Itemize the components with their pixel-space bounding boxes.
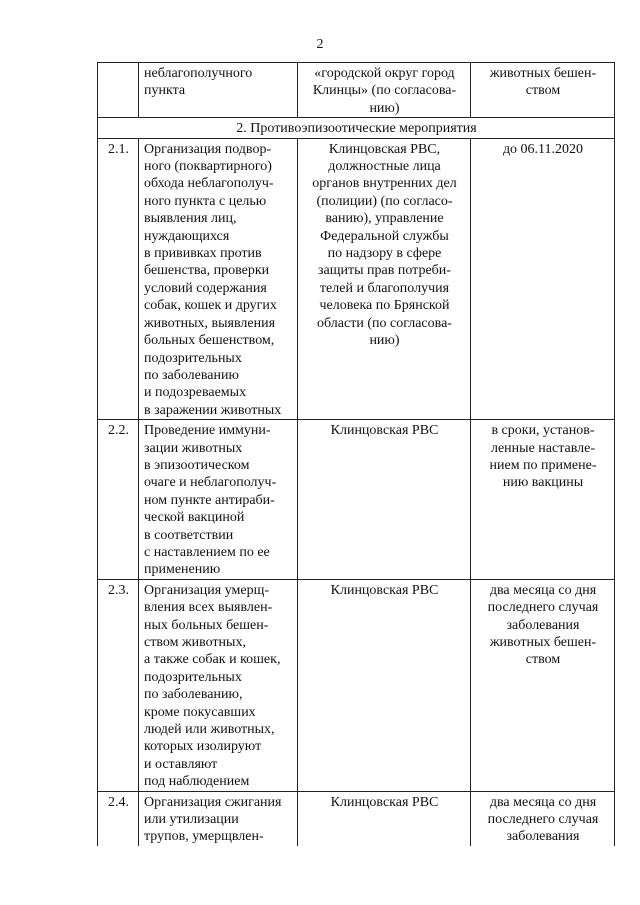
- cell-line: и оставляют: [144, 756, 218, 772]
- cell-line: ном пункте антираби-: [144, 492, 275, 508]
- cell-line: Проведение иммуни-: [144, 423, 271, 439]
- cell-executor: [298, 63, 471, 118]
- table-row: [98, 138, 615, 420]
- section-title: 2. Противоэпизоотические мероприятия: [98, 118, 615, 138]
- cell-executor: [298, 138, 471, 420]
- cell-term: [471, 420, 615, 580]
- cell-line: органов внутренних дел: [312, 176, 457, 192]
- cell-line: по надзору в сфере: [327, 246, 442, 262]
- cell-line: ванию), управление: [325, 211, 444, 227]
- section-header-row: [98, 118, 615, 138]
- cell-line: ческой вакциной: [144, 510, 245, 526]
- cell-line: Клинцовская РВС: [330, 794, 439, 810]
- cell-line: защиты прав потреби-: [318, 263, 451, 279]
- cell-number: 2.2.: [98, 420, 139, 580]
- cell-line: неблагополучного: [144, 66, 253, 81]
- cell-line: в заражении животных: [144, 402, 282, 418]
- cell-number: [98, 63, 139, 118]
- cell-line: кроме покусавших: [144, 704, 256, 720]
- table-row: [98, 579, 615, 791]
- cell-line: животных бешен-: [489, 635, 597, 650]
- cell-term: [471, 138, 615, 420]
- cell-line: два месяца со дня: [489, 582, 597, 598]
- cell-action: [139, 579, 298, 791]
- cell-line: подозрительных: [144, 669, 242, 685]
- cell-line: людей или животных,: [144, 722, 275, 738]
- cell-term: [471, 579, 615, 791]
- page-number: 2: [316, 37, 324, 52]
- cell-line: трупов, умерщвлен-: [144, 829, 264, 845]
- cell-line: подозрительных: [144, 350, 242, 366]
- cell-line: применению: [144, 562, 221, 578]
- cell-term: [471, 63, 615, 118]
- cell-line: и подозреваемых: [144, 385, 247, 401]
- cell-line: пункта: [144, 83, 186, 99]
- table-row-continued: [98, 63, 615, 118]
- cell-line: выявления лиц,: [144, 211, 237, 227]
- cell-line: последнего случая: [487, 600, 599, 616]
- cell-line: Клинцовская РВС,: [328, 141, 441, 157]
- cell-line: нуждающихся: [144, 228, 230, 244]
- cell-line: в прививках против: [144, 246, 262, 262]
- cell-line: «городской округ город: [314, 66, 455, 81]
- cell-line: нием по примене-: [489, 457, 597, 473]
- cell-line: заболевания: [506, 829, 580, 845]
- cell-line: (полиции) (по согласо-: [316, 193, 453, 209]
- cell-line: области (по согласова-: [317, 315, 452, 331]
- cell-line: обхода неблагополуч-: [144, 176, 274, 192]
- cell-line: Организация умерщ-: [144, 582, 270, 598]
- cell-line: заболевания: [506, 617, 580, 633]
- cell-line: бешенства, проверки: [144, 263, 270, 279]
- cell-line: Федеральной службы: [320, 228, 449, 244]
- cell-line: Организация сжигания: [144, 794, 282, 810]
- cell-line: условий содержания: [144, 280, 267, 296]
- cell-line: ством: [525, 652, 561, 668]
- cell-line: или утилизации: [144, 812, 239, 828]
- cell-number: 2.1.: [98, 138, 139, 420]
- table-row: [98, 420, 615, 580]
- cell-line: с наставлением по ее: [144, 544, 270, 560]
- cell-line: Клинцовская РВС: [330, 423, 439, 439]
- cell-line: зации животных: [144, 440, 243, 456]
- cell-executor: [298, 579, 471, 791]
- cell-line: больных бешенством,: [144, 333, 275, 349]
- cell-line: в сроки, установ-: [491, 423, 595, 439]
- cell-line: вления всех выявлен-: [144, 600, 273, 616]
- cell-action: [139, 791, 298, 846]
- table-row: [98, 791, 615, 846]
- cell-line: а также собак и кошек,: [144, 652, 281, 668]
- cell-line: должностные лица: [328, 159, 441, 175]
- cell-line: ного (поквартирного): [144, 159, 272, 175]
- cell-line: которых изолируют: [144, 739, 262, 755]
- cell-executor: [298, 791, 471, 846]
- cell-line: нию): [369, 333, 400, 349]
- cell-line: ных больных бешен-: [144, 617, 269, 633]
- cell-line: по заболеванию: [144, 367, 239, 383]
- cell-line: в эпизоотическом: [144, 457, 250, 473]
- cell-number: 2.3.: [98, 579, 139, 791]
- cell-action: [139, 63, 298, 118]
- cell-action: [139, 420, 298, 580]
- cell-line: Клинцовская РВС: [330, 582, 439, 598]
- cell-number: 2.4.: [98, 791, 139, 846]
- cell-line: животных, выявления: [144, 315, 276, 331]
- cell-term: [471, 791, 615, 846]
- cell-line: в соответствии: [144, 527, 234, 543]
- cell-line: животных бешен-: [489, 66, 597, 81]
- cell-line: два месяца со дня: [489, 794, 597, 810]
- cell-line: нию вакцины: [502, 475, 584, 491]
- cell-line: ством: [525, 83, 561, 99]
- cell-line: по заболеванию,: [144, 687, 243, 703]
- cell-line: ленные наставле-: [490, 440, 595, 456]
- cell-line: Организация подвор-: [144, 141, 272, 157]
- cell-line: телей и благополучия: [319, 280, 450, 296]
- cell-line: ством животных,: [144, 635, 246, 650]
- cell-line: нию): [369, 100, 400, 116]
- measures-table: [97, 62, 615, 846]
- cell-executor: [298, 420, 471, 580]
- cell-line: последнего случая: [487, 812, 599, 828]
- cell-line: ного пункта с целью: [144, 193, 267, 209]
- cell-action: [139, 138, 298, 420]
- cell-line: под наблюдением: [144, 774, 250, 790]
- cell-line: человека по Брянской: [319, 298, 450, 314]
- cell-line: собак, кошек и других: [144, 298, 277, 314]
- cell-line: Клинцы» (по согласова-: [312, 83, 457, 99]
- cell-line: до 06.11.2020: [502, 141, 584, 157]
- cell-line: очаге и неблагополуч-: [144, 475, 277, 491]
